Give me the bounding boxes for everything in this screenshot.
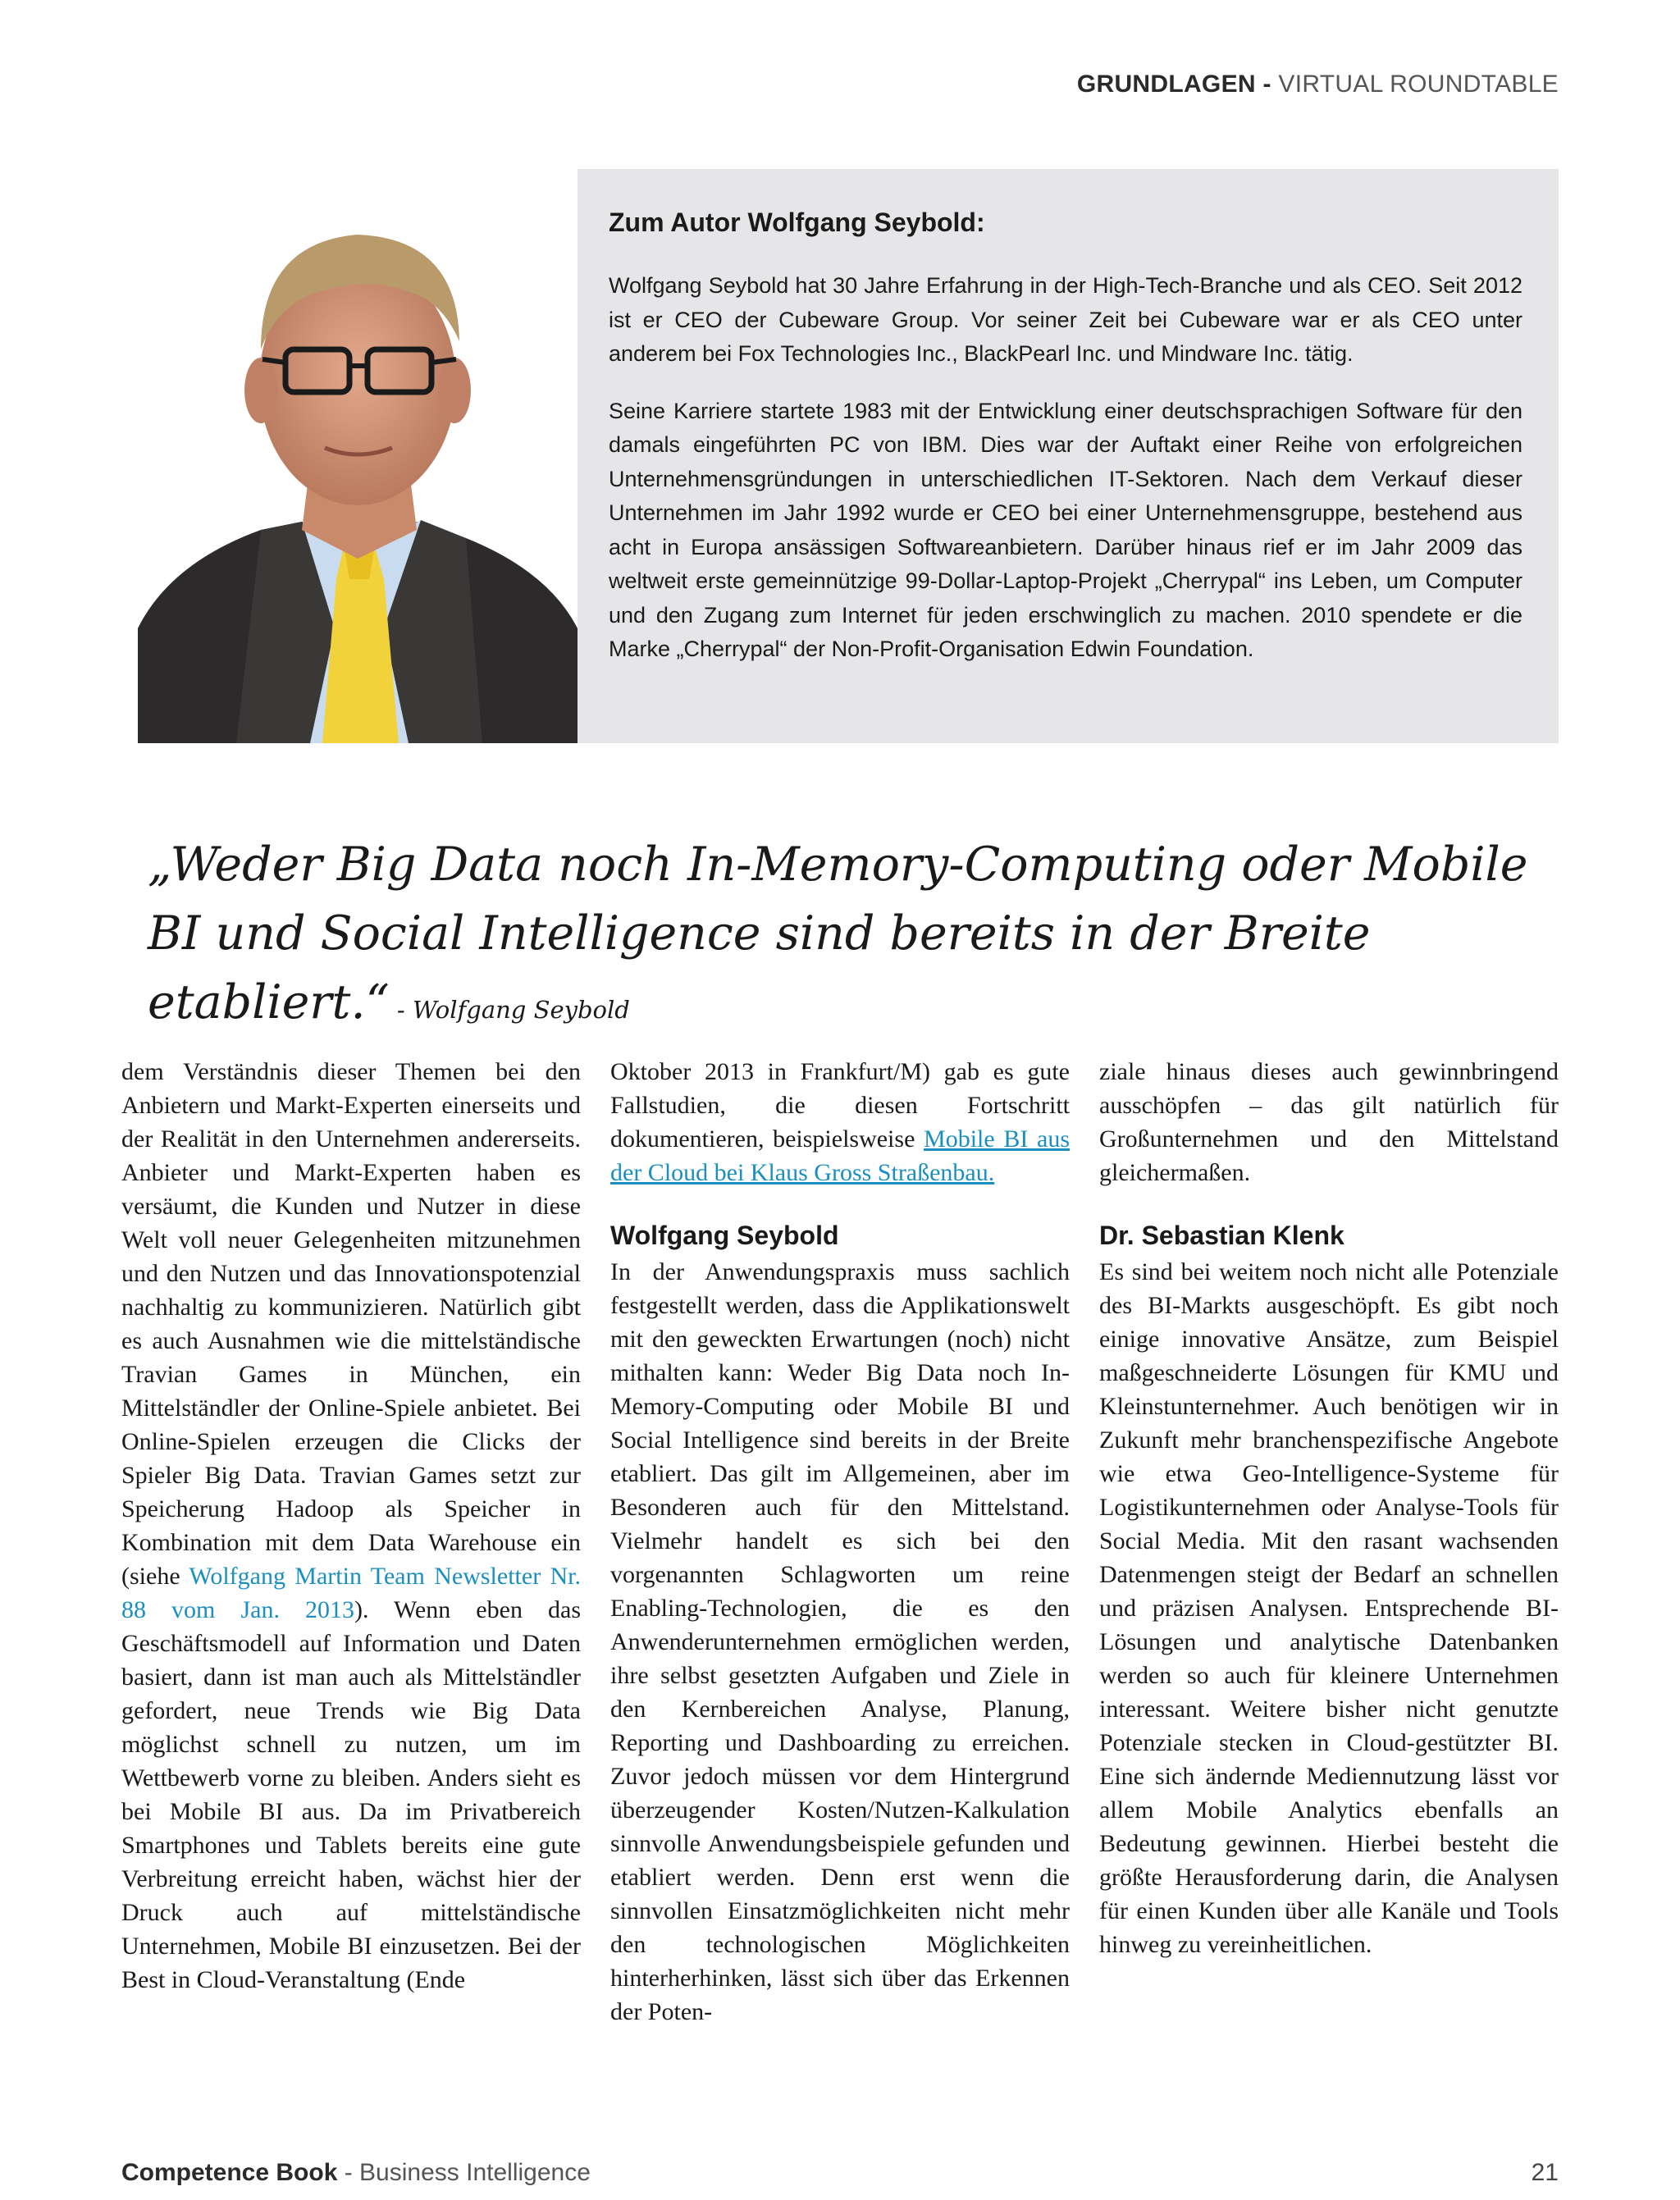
case-study-link[interactable]: Mobile BI aus der Cloud bei Klaus Gross Straßenbau. <box>610 1125 1071 1186</box>
quote-attribution: - Wolfgang Seybold <box>389 996 630 1024</box>
newsletter-link[interactable]: Wolfgang Martin Team Newsletter Nr. 88 vom Jan. 2013 <box>121 1563 582 1623</box>
author-bio-box <box>578 169 1559 743</box>
page-number: 21 <box>1531 2159 1559 2186</box>
section-heading-seybold: Wolfgang Seybold <box>610 1221 839 1250</box>
footer-brand: Competence Book <box>121 2159 338 2186</box>
header-subsection: VIRTUAL ROUNDTABLE <box>1278 71 1559 98</box>
column-2 <box>610 1055 1070 2029</box>
page-header <box>1077 71 1559 98</box>
column-1-text-b: ). Wenn eben das Geschäftsmodell auf Information und Daten basiert, dann ist man auch als Mittelständler gefordert, neue Trends wie Big Data möglichst schnell zu nutzen, um im Wettbewerb vorne zu bleiben. Anders sieht es bei Mobile BI aus. Da im Privatbereich Smartphones und Tablets bereits eine gute Verbreitung erreicht haben, wächst hier der Druck auch auf mittelständische Unternehmen, Mobile BI einzusetzen. Bei der Best in Cloud-Veranstaltung (Ende <box>121 1596 581 1993</box>
bio-title: Zum Autor Wolfgang Seybold: <box>609 208 985 237</box>
column-3-paragraph-intro: ziale hinaus dieses auch gewinnbringend ausschöpfen – das gilt natürlich für Großunternehmen und den Mittelstand gleichermaßen. <box>1099 1058 1559 1186</box>
column-3-paragraph-body: Es sind bei weitem noch nicht alle Potenziale des BI-Markts ausgeschöpft. Es gibt noch einige innovative Ansätze, zum Beispiel maßgeschneiderte Lösungen für KMU und Kleinstunternehmer. Auch benötigen wir in Zukunft mehr branchenspezifische Angebote wie etwa Geo-Intelligence-Systeme für Logistikunternehmen oder Analyse-Tools für Social Media. Mit den rasant wachsenden Datenmengen steigt der Bedarf an schnellen und präzisen Analysen. Entsprechende BI-Lösungen und analytische Datenbanken werden so auch für kleinere Unternehmen interessant. Weitere bisher nicht genutzte Potenziale stecken in Cloud-gestützter BI. Eine sich ändernde Mediennutzung lässt vor allem Mobile Analytics ebenfalls an Bedeutung gewinnen. Hierbei besteht die größte Herausforderung darin, die Analysen für einen Kunden über alle Kanäle und Tools hinweg zu vereinheitlichen. <box>1099 1258 1559 1958</box>
column-1 <box>121 1055 581 1997</box>
page-footer <box>121 2159 1559 2192</box>
bio-paragraph-2: Seine Karriere startete 1983 mit der Entwicklung einer deutschsprachigen Software für den damals eingeführten PC von IBM. Dies war der Auftakt einer Reihe von erfolgreichen Unternehmensgründungen in unterschiedlichen IT-Sektoren. Nach dem Verkauf dieser Unternehmen im Jahr 1992 wurde er CEO bei einer Unternehmensgruppe, bestehend aus acht in Europa ansässigen Softwareanbietern. Darüber hinaus rief er im Jahr 2009 das weltweit erste gemeinnützige 99-Dollar-Laptop-Projekt „Cherrypal“ ins Leben, um Computer und den Zugang zum Internet für jeden erschwinglich zu machen. 2010 spendete er die Marke „Cherrypal“ der Non-Profit-Organisation Edwin Foundation. <box>609 398 1522 662</box>
column-2-paragraph-body: In der Anwendungspraxis muss sachlich festgestellt werden, dass die Applikationswelt mit den geweckten Erwartungen (noch) nicht mithalten kann: Weder Big Data noch In-Memory-Computing oder Mobile BI und Social Intelligence sind bereits in der Breite etabliert. Das gilt im Allgemeinen, aber im Besonderen auch für den Mittelstand. Vielmehr handelt es sich bei den vorgenannten Schlagworten um reine Enabling-Technologien, die es den Anwenderunternehmen ermöglichen werden, ihre selbst gesetzten Aufgaben und Ziele in den Kernbereichen Analyse, Planung, Reporting und Dashboarding zu erreichen. Zuvor jedoch müssen vor dem Hintergrund überzeugender Kosten/Nutzen-Kalkulation sinnvolle Anwendungsbeispiele gefunden und etabliert werden. Denn erst wenn die sinnvollen Einsatzmöglichkeiten nicht mehr den technologischen Möglichkeiten hinterherhinken, lässt sich über das Erkennen der Poten- <box>610 1258 1070 2025</box>
author-photo <box>138 169 578 743</box>
pull-quote <box>148 830 1559 1044</box>
footer-subtitle: - Business Intelligence <box>337 2159 591 2186</box>
column-2-text-a: Oktober 2013 in Frankfurt/M) gab es gute Fallstudien, die diesen Fortschritt dokumentieren, beispielsweise <box>610 1058 1070 1152</box>
quote-text: „Weder Big Data noch In-Memory-Computing oder Mobile BI und Social Intelligence sind bereits in der Breite etabliert.“ <box>148 838 1528 1029</box>
header-section: GRUNDLAGEN - <box>1076 71 1271 98</box>
column-3 <box>1099 1055 1559 1961</box>
bio-paragraph-1: Wolfgang Seybold hat 30 Jahre Erfahrung in der High-Tech-Branche und als CEO. Seit 2012 ist er CEO der Cubeware Group. Vor seiner Zeit bei Cubeware war er als CEO unter anderem bei Fox Technologies Inc., BlackPearl Inc. und Mindware Inc. tätig. <box>609 273 1522 367</box>
column-1-text-a: dem Verständnis dieser Themen bei den Anbietern und Markt-Experten einerseits und der Realität in den Unternehmen andererseits. Anbieter und Markt-Experten haben es versäumt, die Kunden und Nutzer in diese Welt voll neuer Gelegenheiten mitzunehmen und den Nutzen und das Innovationspotenzial nachhaltig zu kommunizieren. Natürlich gibt es auch Ausnahmen wie die mittelständische Travian Games in München, ein Mittelständler der Online-Spiele anbietet. Bei Online-Spielen erzeugen die Clicks der Spieler Big Data. Travian Games setzt zur Speicherung Hadoop als Speicher in Kombination mit dem Data Warehouse ein (siehe <box>121 1058 581 1590</box>
section-heading-klenk: Dr. Sebastian Klenk <box>1099 1221 1344 1250</box>
column-1-paragraph <box>121 1055 581 1997</box>
column-2-paragraph-intro <box>610 1055 1070 1189</box>
